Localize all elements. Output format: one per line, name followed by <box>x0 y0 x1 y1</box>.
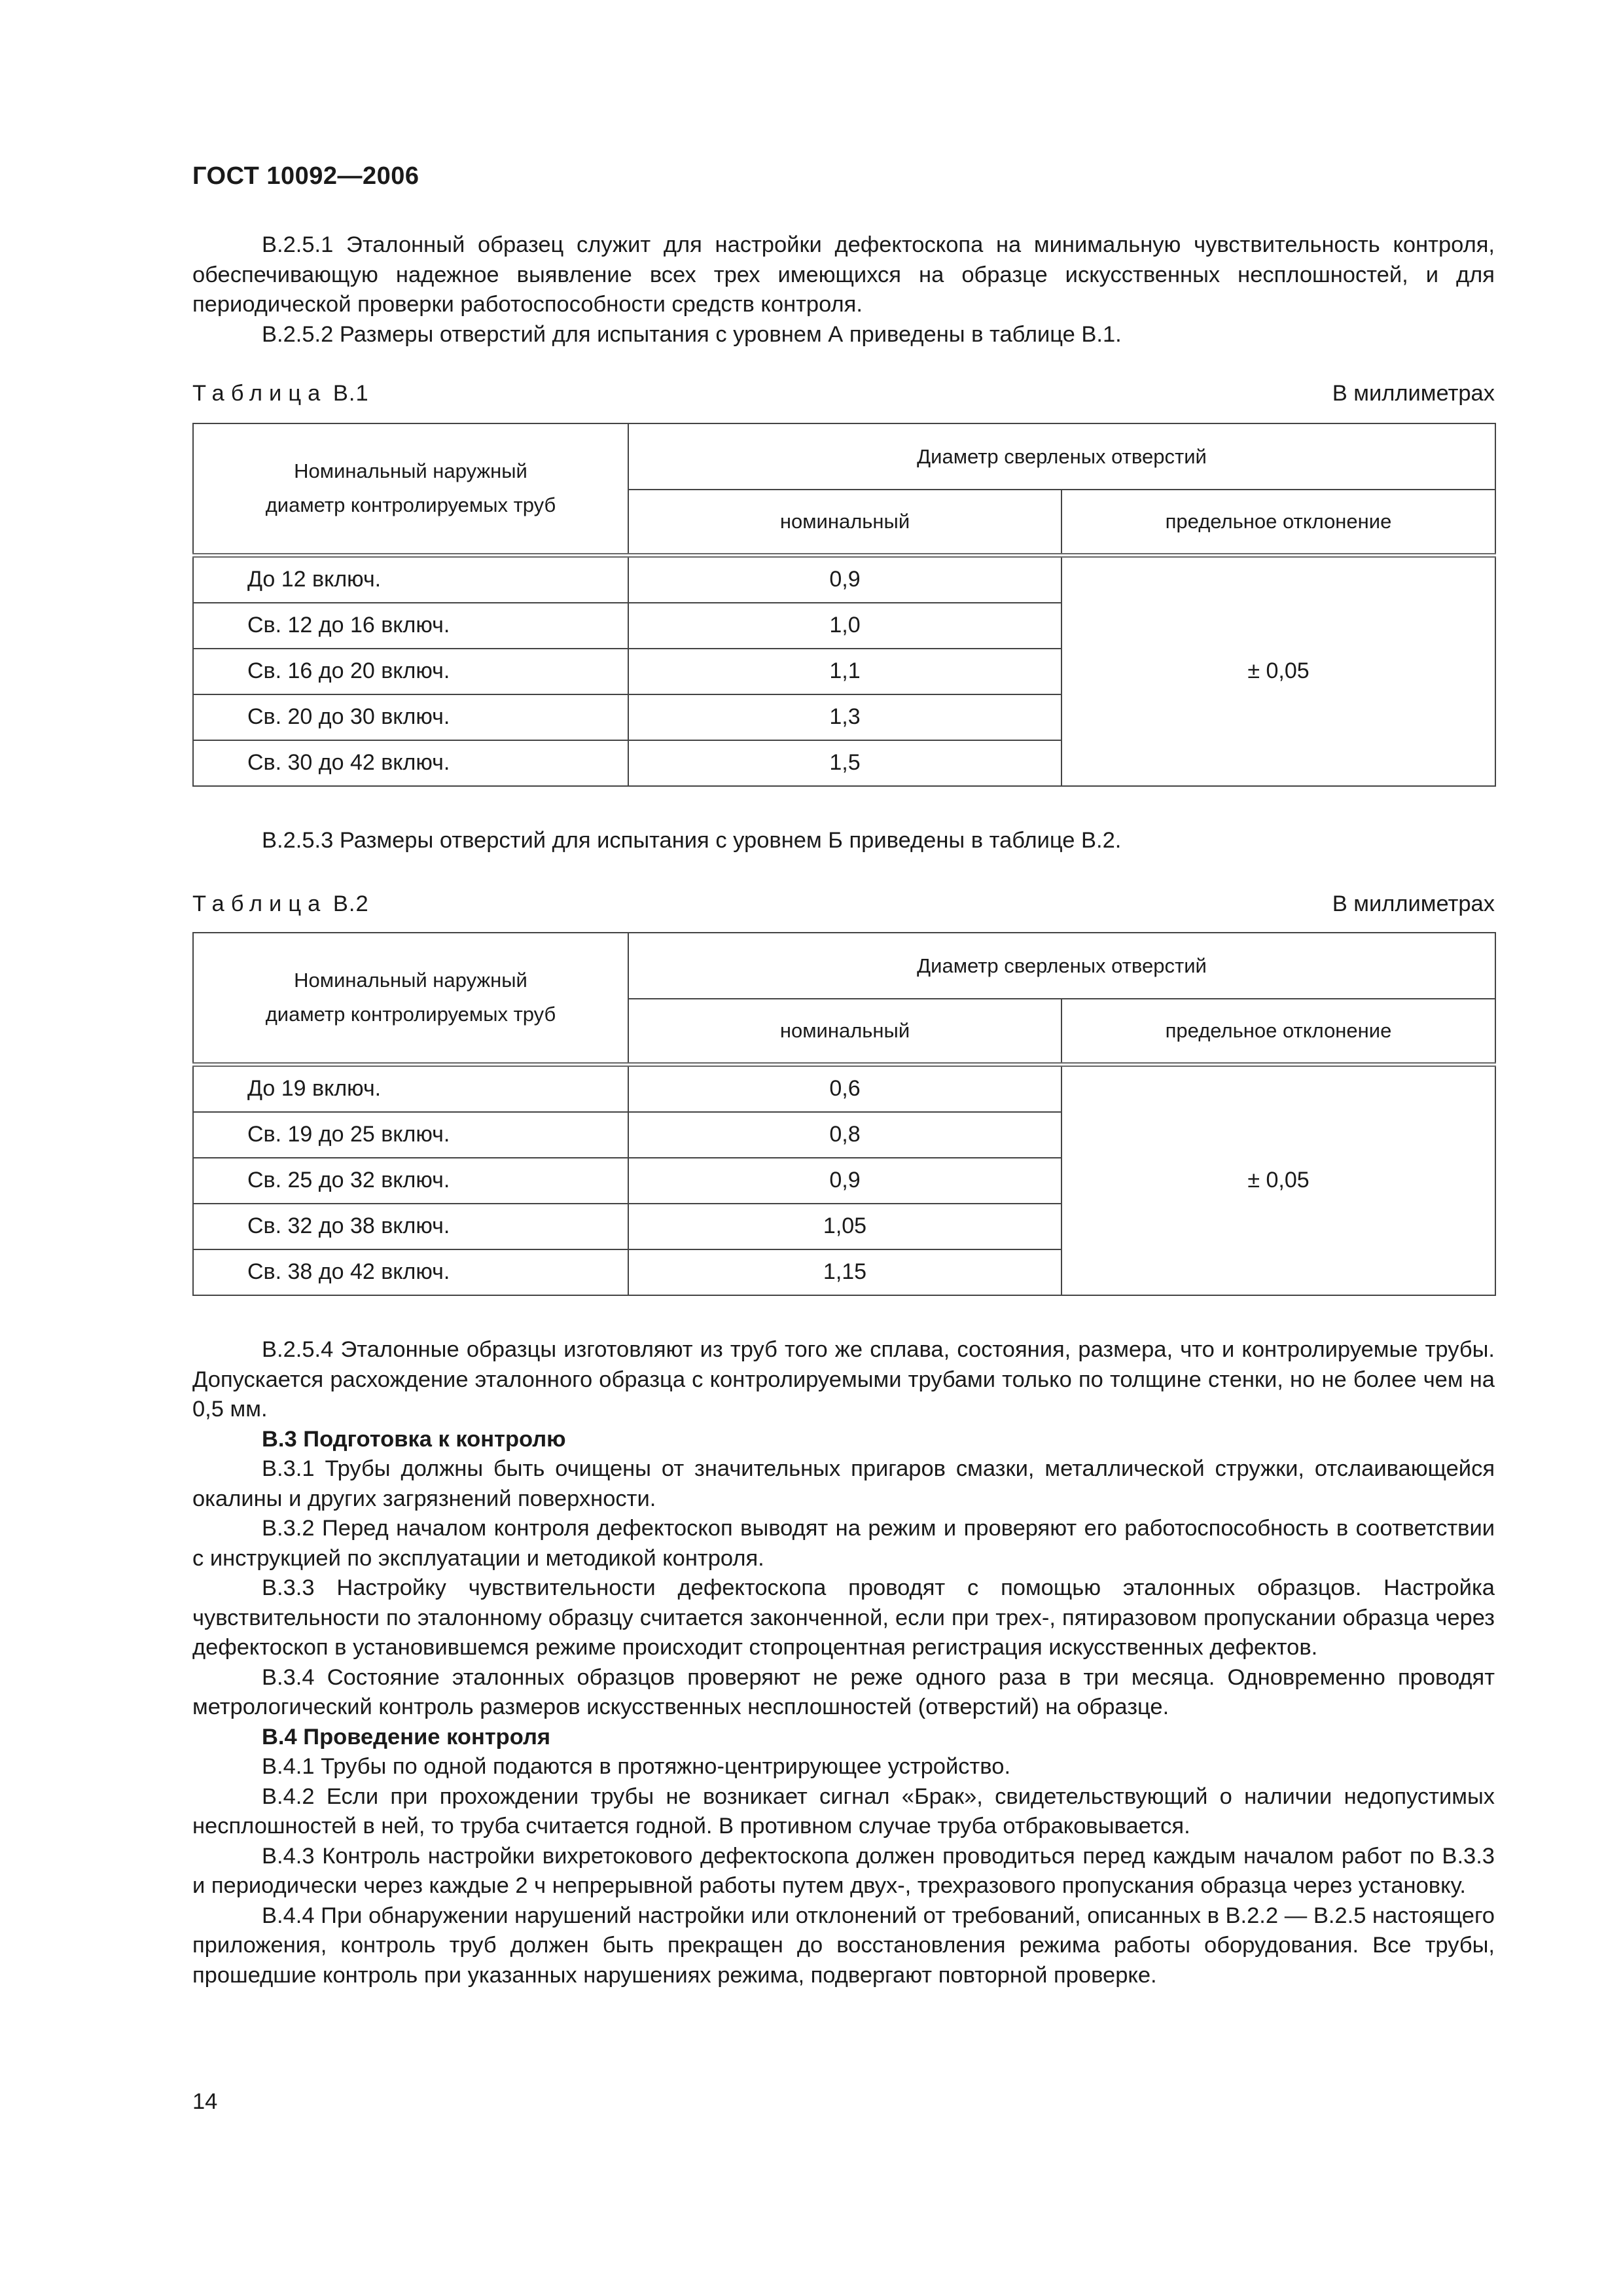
table2-header-group: Диаметр сверленых отверстий <box>628 933 1495 999</box>
table1-label: Таблица <box>192 381 327 406</box>
table1-header-diameter: Номинальный наружный диаметр контролируемых труб <box>193 423 628 555</box>
section-heading-b3: В.3 Подготовка к контролю <box>262 1426 566 1452</box>
table-cell-nominal: 0,9 <box>628 1158 1061 1204</box>
body-section <box>192 1335 1495 1990</box>
table2 <box>192 932 1496 1296</box>
table2-units: В миллиметрах <box>1332 891 1495 916</box>
table1 <box>192 423 1496 787</box>
table-row <box>193 1064 1495 1112</box>
table-cell-diameter: Св. 25 до 32 включ. <box>193 1158 628 1204</box>
table2-label: Таблица <box>192 891 327 916</box>
paragraph-b42: В.4.2 Если при прохождении трубы не возникает сигнал «Брак», свидетельствующий о наличии недопустимых несплошностей в ней, то труба считается годной. В противном случае труба отбраковывается. <box>192 1784 1495 1839</box>
table-cell-tolerance: ± 0,05 <box>1061 555 1495 786</box>
table-cell-diameter: Св. 38 до 42 включ. <box>193 1249 628 1295</box>
table2-caption <box>192 891 1495 917</box>
table-cell-nominal: 1,5 <box>628 740 1061 786</box>
table2-header-diameter: Номинальный наружный диаметр контролируемых труб <box>193 933 628 1064</box>
section-heading-b4: В.4 Проведение контроля <box>262 1724 551 1749</box>
table-cell-nominal: 0,8 <box>628 1112 1061 1158</box>
table-cell-nominal: 1,0 <box>628 603 1061 649</box>
table2-header-tolerance: предельное отклонение <box>1061 999 1495 1064</box>
table-row <box>193 555 1495 603</box>
document-code: ГОСТ 10092—2006 <box>192 162 419 190</box>
paragraph-b31: В.3.1 Трубы должны быть очищены от значительных пригаров смазки, металлической стружки, отслаивающейся окалины и других загрязнений поверхности. <box>192 1456 1495 1511</box>
paragraph-b254: В.2.5.4 Эталонные образцы изготовляют из труб того же сплава, состояния, размера, что и контролируемые трубы. Допускается расхождение эталонного образца с контролируемыми трубами только по толщине стенки, но не более чем на 0,5 мм. <box>192 1337 1495 1422</box>
page-number: 14 <box>192 2089 218 2114</box>
table-cell-diameter: Св. 12 до 16 включ. <box>193 603 628 649</box>
table1-units: В миллиметрах <box>1332 381 1495 406</box>
paragraph-b34: В.3.4 Состояние эталонных образцов проверяют не реже одного раза в три месяца. Одновременно проводят метрологический контроль размеров искусственных несплошностей (отверстий) на образце. <box>192 1664 1495 1719</box>
table1-header-tolerance: предельное отклонение <box>1061 490 1495 555</box>
paragraph-b252: В.2.5.2 Размеры отверстий для испытания с уровнем А приведены в таблице В.1. <box>262 321 1122 347</box>
table-cell-nominal: 0,9 <box>628 555 1061 603</box>
table-cell-diameter: Св. 19 до 25 включ. <box>193 1112 628 1158</box>
table-cell-nominal: 1,15 <box>628 1249 1061 1295</box>
table-cell-tolerance: ± 0,05 <box>1061 1064 1495 1295</box>
table-cell-nominal: 1,3 <box>628 694 1061 740</box>
paragraph-b44: В.4.4 При обнаружении нарушений настройки или отклонений от требований, описанных в В.2.2 — В.2.5 настоящего приложения, контроль труб должен быть прекращен до восстановления режима работы оборудования. Все трубы, прошедшие контроль при указанных нарушениях режима, подвергают повторной проверке. <box>192 1903 1495 1988</box>
table-cell-diameter: Св. 16 до 20 включ. <box>193 649 628 694</box>
paragraph-b251: В.2.5.1 Эталонный образец служит для настройки дефектоскопа на минимальную чувствительность контроля, обеспечивающую надежное выявление всех трех имеющихся на образце искусственных несплошностей, и для периодической проверки работоспособности средств контроля. <box>192 232 1495 317</box>
table-cell-nominal: 1,05 <box>628 1204 1061 1249</box>
table-cell-diameter: Св. 30 до 42 включ. <box>193 740 628 786</box>
paragraph-b43: В.4.3 Контроль настройки вихретокового дефектоскопа должен проводиться перед каждым началом работ по В.3.3 и периодически через каждые 2 ч непрерывной работы путем двух-, трехразового пропускания образца через установку. <box>192 1843 1495 1898</box>
paragraph-b33: В.3.3 Настройку чувствительности дефектоскопа проводят с помощью эталонных образцов. Настройка чувствительности по эталонному образцу считается законченной, если при трех-, пятиразовом пропускании образца через дефектоскоп в установившемся режиме происходит стопроцентная регистрация искусственных дефектов. <box>192 1575 1495 1660</box>
paragraph-b253: В.2.5.3 Размеры отверстий для испытания с уровнем Б приведены в таблице В.2. <box>262 828 1122 853</box>
paragraph-b32: В.3.2 Перед началом контроля дефектоскоп выводят на режим и проверяют его работоспособность в соответствии с инструкцией по эксплуатации и методикой контроля. <box>192 1516 1495 1571</box>
table-cell-diameter: До 12 включ. <box>193 555 628 603</box>
intro-section <box>192 230 1495 350</box>
table1-caption <box>192 381 1495 406</box>
table-cell-diameter: До 19 включ. <box>193 1064 628 1112</box>
table2-header-nominal: номинальный <box>628 999 1061 1064</box>
table2-number: В.2 <box>332 891 369 916</box>
mid-section <box>192 826 1495 856</box>
table-cell-nominal: 1,1 <box>628 649 1061 694</box>
table-cell-diameter: Св. 32 до 38 включ. <box>193 1204 628 1249</box>
paragraph-b41: В.4.1 Трубы по одной подаются в протяжно-центрирующее устройство. <box>262 1754 1011 1779</box>
table-cell-nominal: 0,6 <box>628 1064 1061 1112</box>
table-cell-diameter: Св. 20 до 30 включ. <box>193 694 628 740</box>
table1-number: В.1 <box>332 381 369 406</box>
table1-header-nominal: номинальный <box>628 490 1061 555</box>
table1-header-group: Диаметр сверленых отверстий <box>628 423 1495 490</box>
